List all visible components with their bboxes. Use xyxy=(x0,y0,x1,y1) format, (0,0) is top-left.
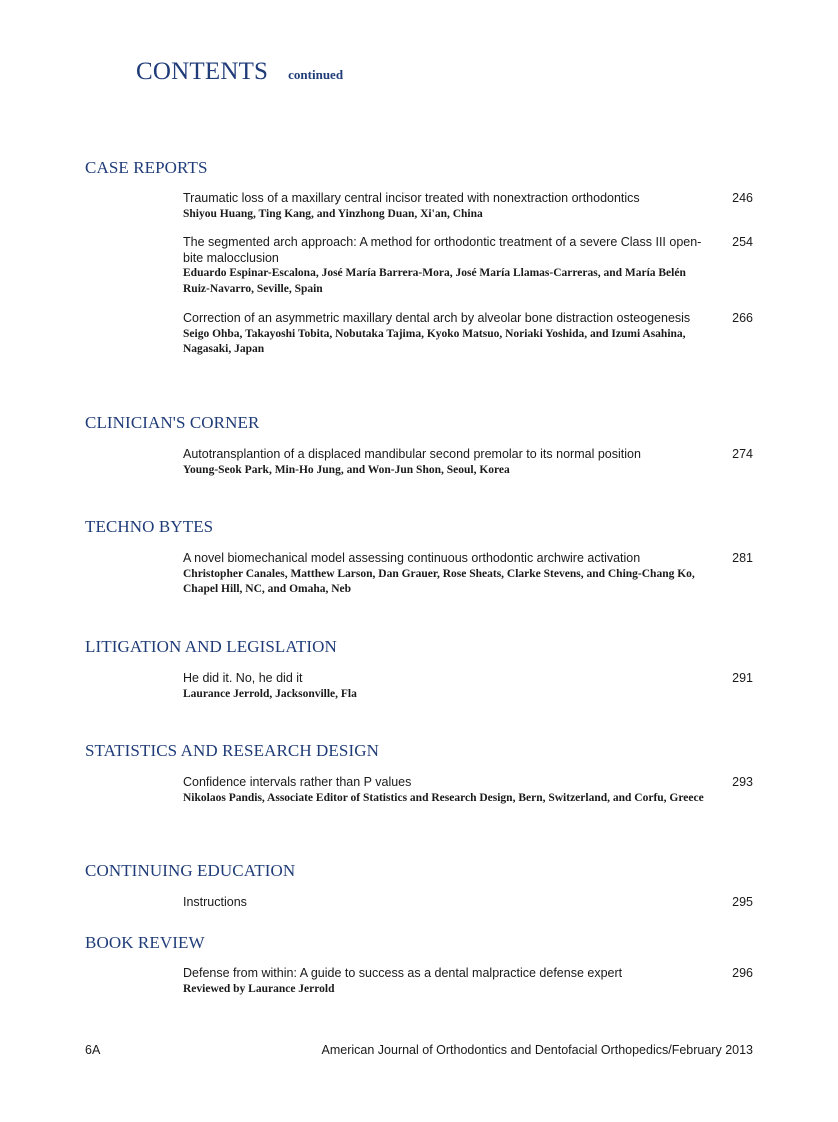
page-number: 266 xyxy=(732,311,753,325)
page-number: 293 xyxy=(732,775,753,789)
article-title[interactable]: Traumatic loss of a maxillary central incisor treated with nonextraction orthodontics xyxy=(183,191,640,205)
section-heading-book-review: BOOK REVIEW xyxy=(85,933,205,952)
article-title[interactable]: The segmented arch approach: A method for orthodontic treatment of a severe Class III open-bite malocclusion xyxy=(183,235,702,265)
article-authors: Christopher Canales, Matthew Larson, Dan Grauer, Rose Sheats, Clarke Stevens, and Ching-Chang Ko, Chapel Hill, NC, and Omaha, Neb xyxy=(183,567,695,595)
toc-entry[interactable] xyxy=(183,235,753,297)
page-number: 291 xyxy=(732,671,753,685)
footer-page-number: 6A xyxy=(85,1043,101,1057)
article-authors: Seigo Ohba, Takayoshi Tobita, Nobutaka Tajima, Kyoko Matsuo, Noriaki Yoshida, and Izumi Asahina, Nagasaki, Japan xyxy=(183,327,686,355)
section-heading-case-reports: CASE REPORTS xyxy=(85,158,208,177)
article-title[interactable]: Confidence intervals rather than P values xyxy=(183,775,412,789)
footer-journal-name: American Journal of Orthodontics and Dentofacial Orthopedics/February 2013 xyxy=(321,1043,753,1057)
toc-entry[interactable] xyxy=(183,191,753,222)
toc-entry[interactable] xyxy=(183,311,753,358)
article-title[interactable]: Autotransplantion of a displaced mandibular second premolar to its normal position xyxy=(183,447,641,461)
article-authors: Laurance Jerrold, Jacksonville, Fla xyxy=(183,687,357,700)
toc-entry[interactable] xyxy=(183,966,753,997)
toc-entry[interactable] xyxy=(183,447,753,478)
section-heading-continuing-education: CONTINUING EDUCATION xyxy=(85,861,296,880)
contents-header xyxy=(136,58,343,86)
article-title[interactable]: Defense from within: A guide to success as a dental malpractice defense expert xyxy=(183,966,623,980)
section-heading-techno-bytes: TECHNO BYTES xyxy=(85,517,214,536)
page-number: 274 xyxy=(732,447,753,461)
page-number: 296 xyxy=(732,966,753,980)
section-heading-litigation-legislation: LITIGATION AND LEGISLATION xyxy=(85,637,337,656)
section-heading-clinicians-corner: CLINICIAN'S CORNER xyxy=(85,413,260,432)
page-number: 254 xyxy=(732,235,753,249)
article-title[interactable]: Correction of an asymmetric maxillary dental arch by alveolar bone distraction osteogenesis xyxy=(183,311,691,325)
toc-entry[interactable] xyxy=(183,551,753,598)
article-authors: Nikolaos Pandis, Associate Editor of Statistics and Research Design, Bern, Switzerland, and Corfu, Greece xyxy=(183,791,704,804)
page-number: 295 xyxy=(732,895,753,909)
article-authors: Young-Seok Park, Min-Ho Jung, and Won-Jun Shon, Seoul, Korea xyxy=(183,463,510,476)
article-authors: Shiyou Huang, Ting Kang, and Yinzhong Duan, Xi'an, China xyxy=(183,207,483,220)
page-subtitle: continued xyxy=(288,67,344,82)
toc-entry[interactable] xyxy=(183,775,753,806)
article-authors: Reviewed by Laurance Jerrold xyxy=(183,982,335,995)
page-number: 281 xyxy=(732,551,753,565)
article-title[interactable]: Instructions xyxy=(183,895,247,909)
toc-entry[interactable] xyxy=(183,671,753,702)
section-heading-statistics-research: STATISTICS AND RESEARCH DESIGN xyxy=(85,741,379,760)
page-title: CONTENTS xyxy=(136,58,269,85)
toc-entry[interactable] xyxy=(183,895,753,911)
article-title[interactable]: He did it. No, he did it xyxy=(183,671,303,685)
page-number: 246 xyxy=(732,191,753,205)
article-authors: Eduardo Espinar-Escalona, José María Barrera-Mora, José María Llamas-Carreras, and María Belén Ruiz-Navarro, Seville, Spain xyxy=(183,267,686,295)
article-title[interactable]: A novel biomechanical model assessing continuous orthodontic archwire activation xyxy=(183,551,641,565)
